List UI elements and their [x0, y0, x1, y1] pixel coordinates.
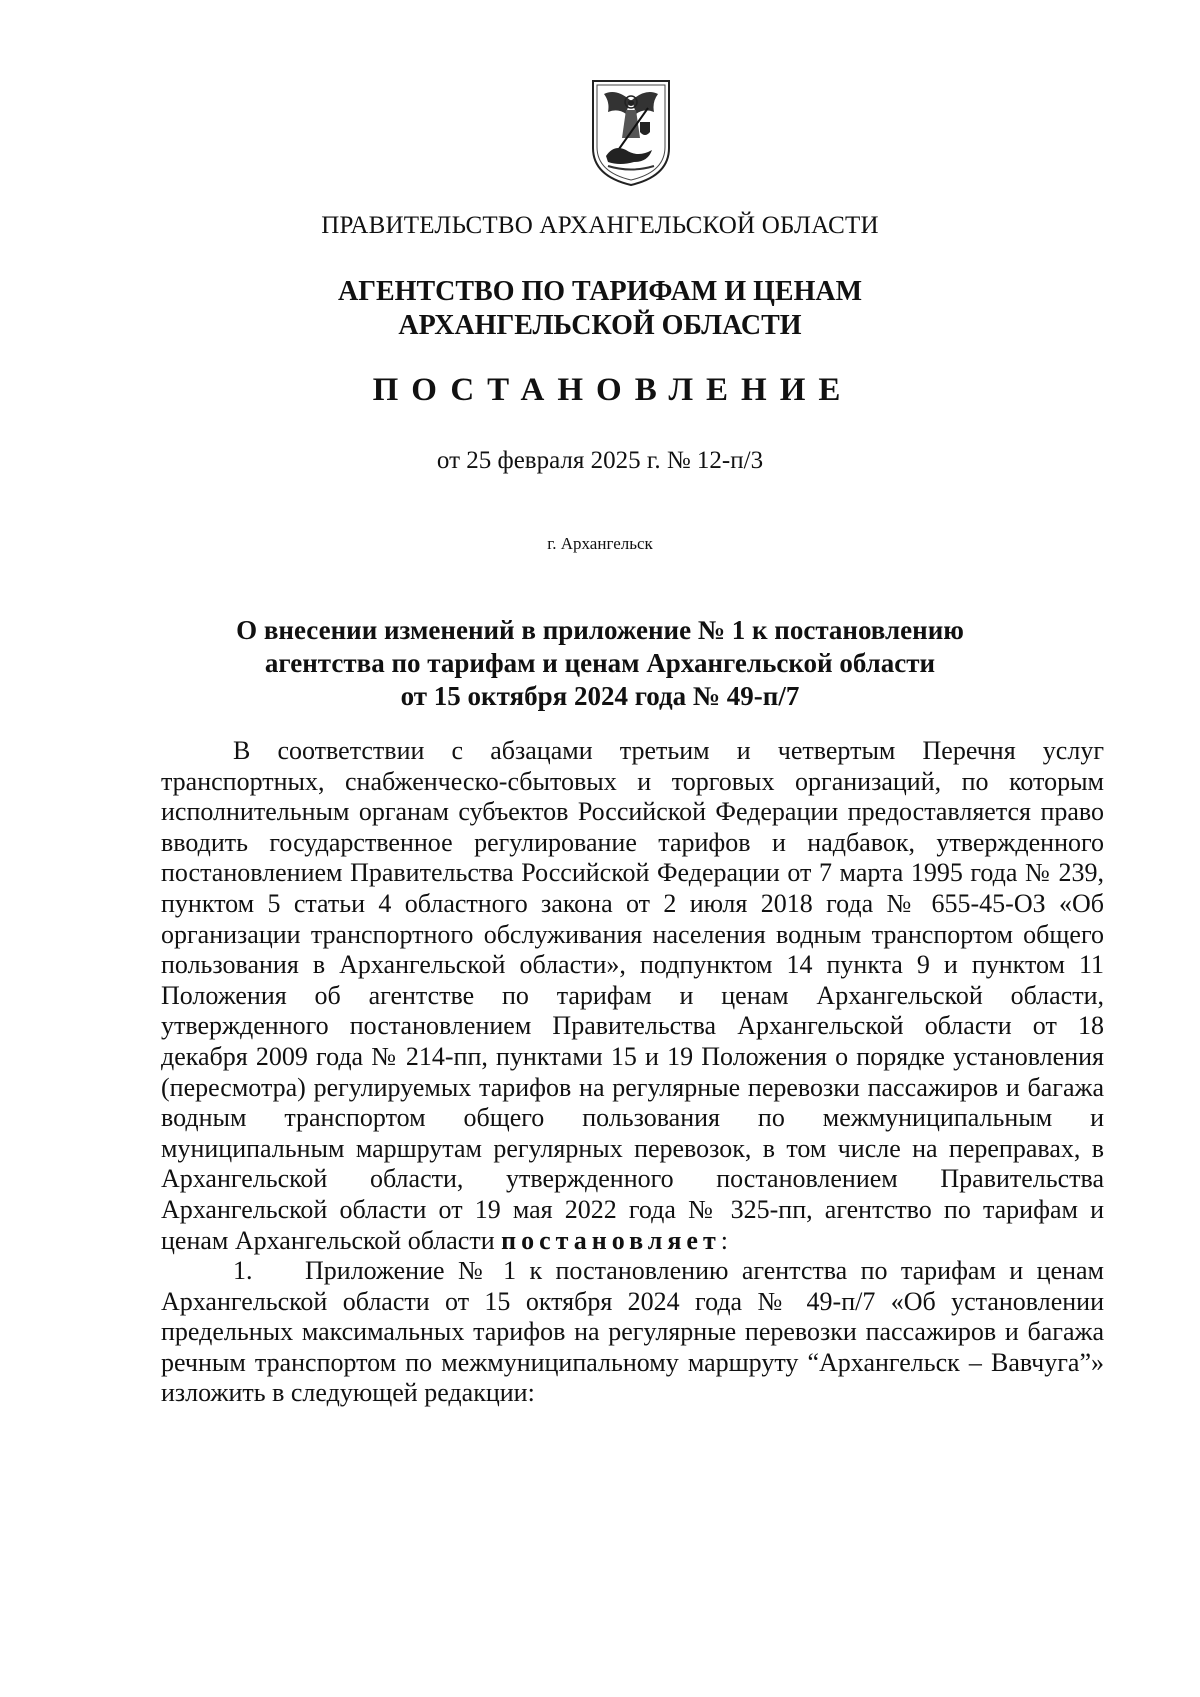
agency-title-line2: АРХАНГЕЛЬСКОЙ ОБЛАСТИ — [398, 310, 802, 341]
subject-line2: агентства по тарифам и ценам Архангельской области — [264, 648, 936, 678]
coat-of-arms-emblem — [590, 78, 672, 188]
document-body — [161, 736, 1104, 1409]
document-city: г. Архангельск — [547, 534, 653, 553]
item-1-number: 1. — [233, 1256, 253, 1286]
subject-line3: от 15 октября 2024 года № 49-п/7 — [400, 681, 800, 711]
subject-line1: О внесении изменений в приложение № 1 к постановлению — [236, 615, 964, 645]
preamble-text: В соответствии с абзацами третьим и четвертым Перечня услуг транспортных, снабженческо-сбытовых и торговых организаций, по которым исполнительным органам субъектов Российской Федерации предоставляется право вводить государственное регулирование тарифов и надбавок, утвержденного постановлением Правительства Российской Федерации от 7 марта 1995 года № 239, пунктом 5 статьи 4 областного закона от 2 июля 2018 года № 655-45-ОЗ «Об организации транспортного обслуживания населения водным транспортом общего пользования в Архангельской области», подпунктом 14 пункта 9 и пунктом 11 Положения об агентстве по тарифам и ценам Архангельской области, утвержденного постановлением Правительства Архангельской области от 18 декабря 2009 года № 214-пп, пунктами 15 и 19 Положения о порядке установления (пересмотра) регулируемых тарифов на регулярные перевозки пассажиров и багажа водным транспортом общего пользования по межмуниципальным и муниципальным маршрутам регулярных перевозок, в том числе на переправах, в Архангельской области, утвержденного постановлением Правительства Архангельской области от 19 мая 2022 года № 325-пп, агентство по тарифам и ценам Архангельской области — [161, 736, 1104, 1255]
item-1-text: Приложение № 1 к постановлению агентства по тарифам и ценам Архангельской области от 15 октября 2024 года № 49-п/7 «Об установлении предельных максимальных тарифов на регулярные перевозки пассажиров и багажа речным транспортом по межмуниципальному маршруту “Архангельск – Вавчуга”» изложить в следующей редакции: — [161, 1256, 1104, 1408]
agency-title — [0, 275, 1200, 343]
document-type-heading: ПОСТАНОВЛЕНИЕ — [372, 372, 854, 408]
item-1-paragraph — [161, 1256, 1104, 1409]
agency-title-line1: АГЕНТСТВО ПО ТАРИФАМ И ЦЕНАМ — [337, 276, 863, 307]
decree-colon: : — [720, 1225, 728, 1255]
document-subject — [0, 614, 1200, 713]
preamble-paragraph — [161, 736, 1104, 1256]
decree-word: постановляет — [501, 1225, 721, 1255]
government-title: ПРАВИТЕЛЬСТВО АРХАНГЕЛЬСКОЙ ОБЛАСТИ — [321, 212, 879, 239]
document-date-number: от 25 февраля 2025 г. № 12-п/3 — [436, 447, 764, 474]
